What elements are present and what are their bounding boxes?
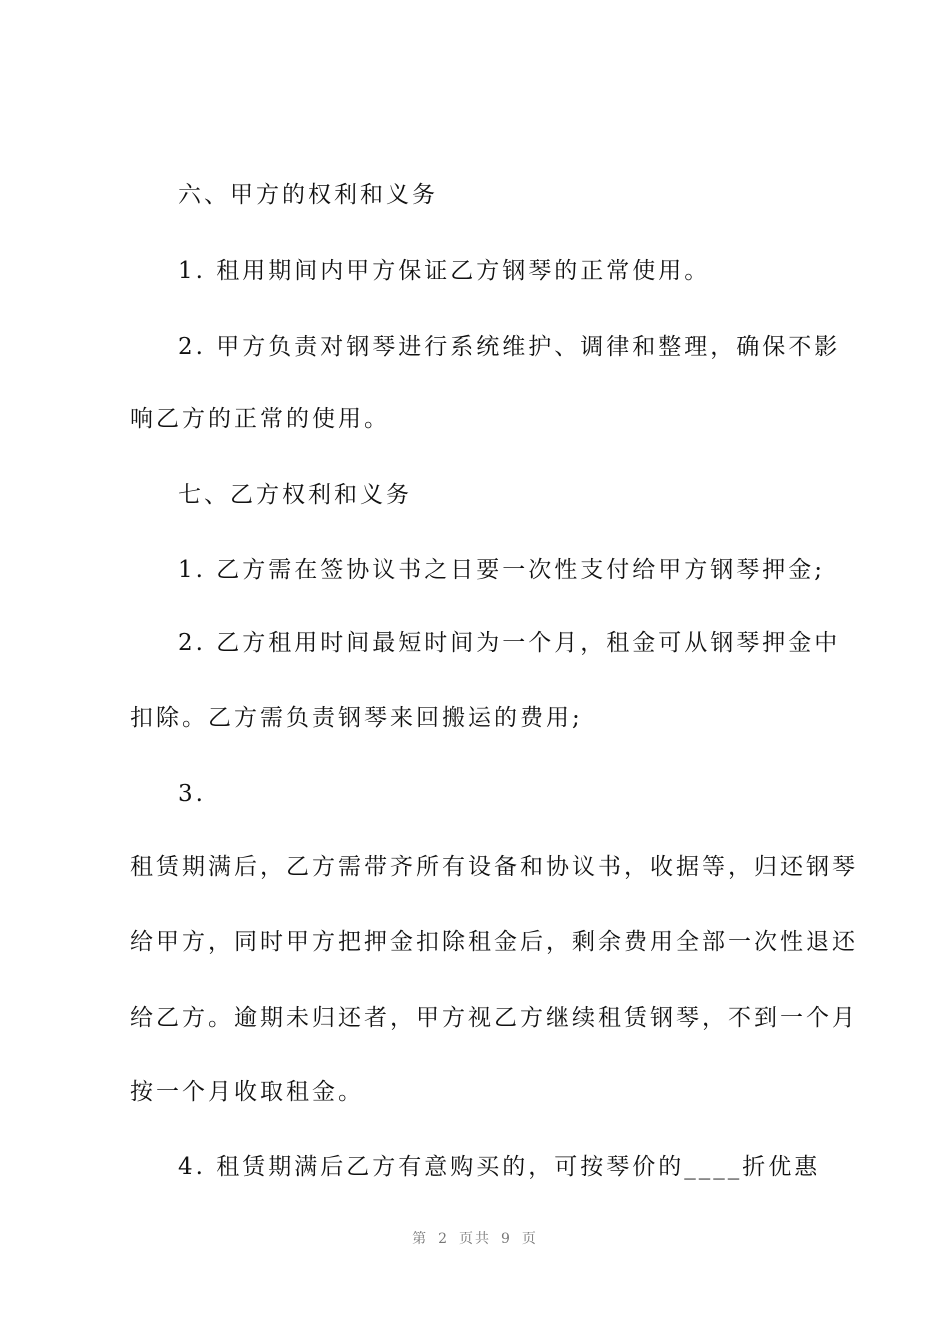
paragraph-line: 给甲方，同时甲方把押金扣除租金后，剩余费用全部一次性退还 <box>130 929 858 955</box>
paragraph-line: 租赁期满后，乙方需带齐所有设备和协议书，收据等，归还钢琴 <box>130 854 858 880</box>
paragraph-line: 按一个月收取租金。 <box>130 1079 364 1105</box>
paragraph-line: 2. 甲方负责对钢琴进行系统维护、调律和整理，确保不影 <box>178 334 841 360</box>
total-pages-number: 9 <box>501 1231 512 1247</box>
paragraph-line: 4. 租赁期满后乙方有意购买的，可按琴价的____折优惠 <box>178 1154 821 1180</box>
page-label-suffix: 页 <box>521 1231 538 1247</box>
paragraph-line: 2. 乙方租用时间最短时间为一个月，租金可从钢琴押金中 <box>178 630 841 656</box>
paragraph-line: 给乙方。逾期未归还者，甲方视乙方继续租赁钢琴，不到一个月 <box>130 1005 858 1031</box>
section-heading-6: 六、甲方的权利和义务 <box>178 182 438 208</box>
section-heading-7: 七、乙方权利和义务 <box>178 482 412 508</box>
page-label-prefix: 第 <box>412 1231 429 1247</box>
page-label-middle: 页共 <box>459 1231 491 1247</box>
paragraph-line: 1. 租用期间内甲方保证乙方钢琴的正常使用。 <box>178 258 711 284</box>
paragraph-line: 3. <box>178 781 206 807</box>
paragraph-line: 扣除。乙方需负责钢琴来回搬运的费用; <box>130 705 583 731</box>
current-page-number: 2 <box>438 1231 449 1247</box>
page-footer <box>0 1228 950 1248</box>
paragraph-line: 1. 乙方需在签协议书之日要一次性支付给甲方钢琴押金; <box>178 557 826 583</box>
paragraph-line: 响乙方的正常的使用。 <box>130 406 390 432</box>
